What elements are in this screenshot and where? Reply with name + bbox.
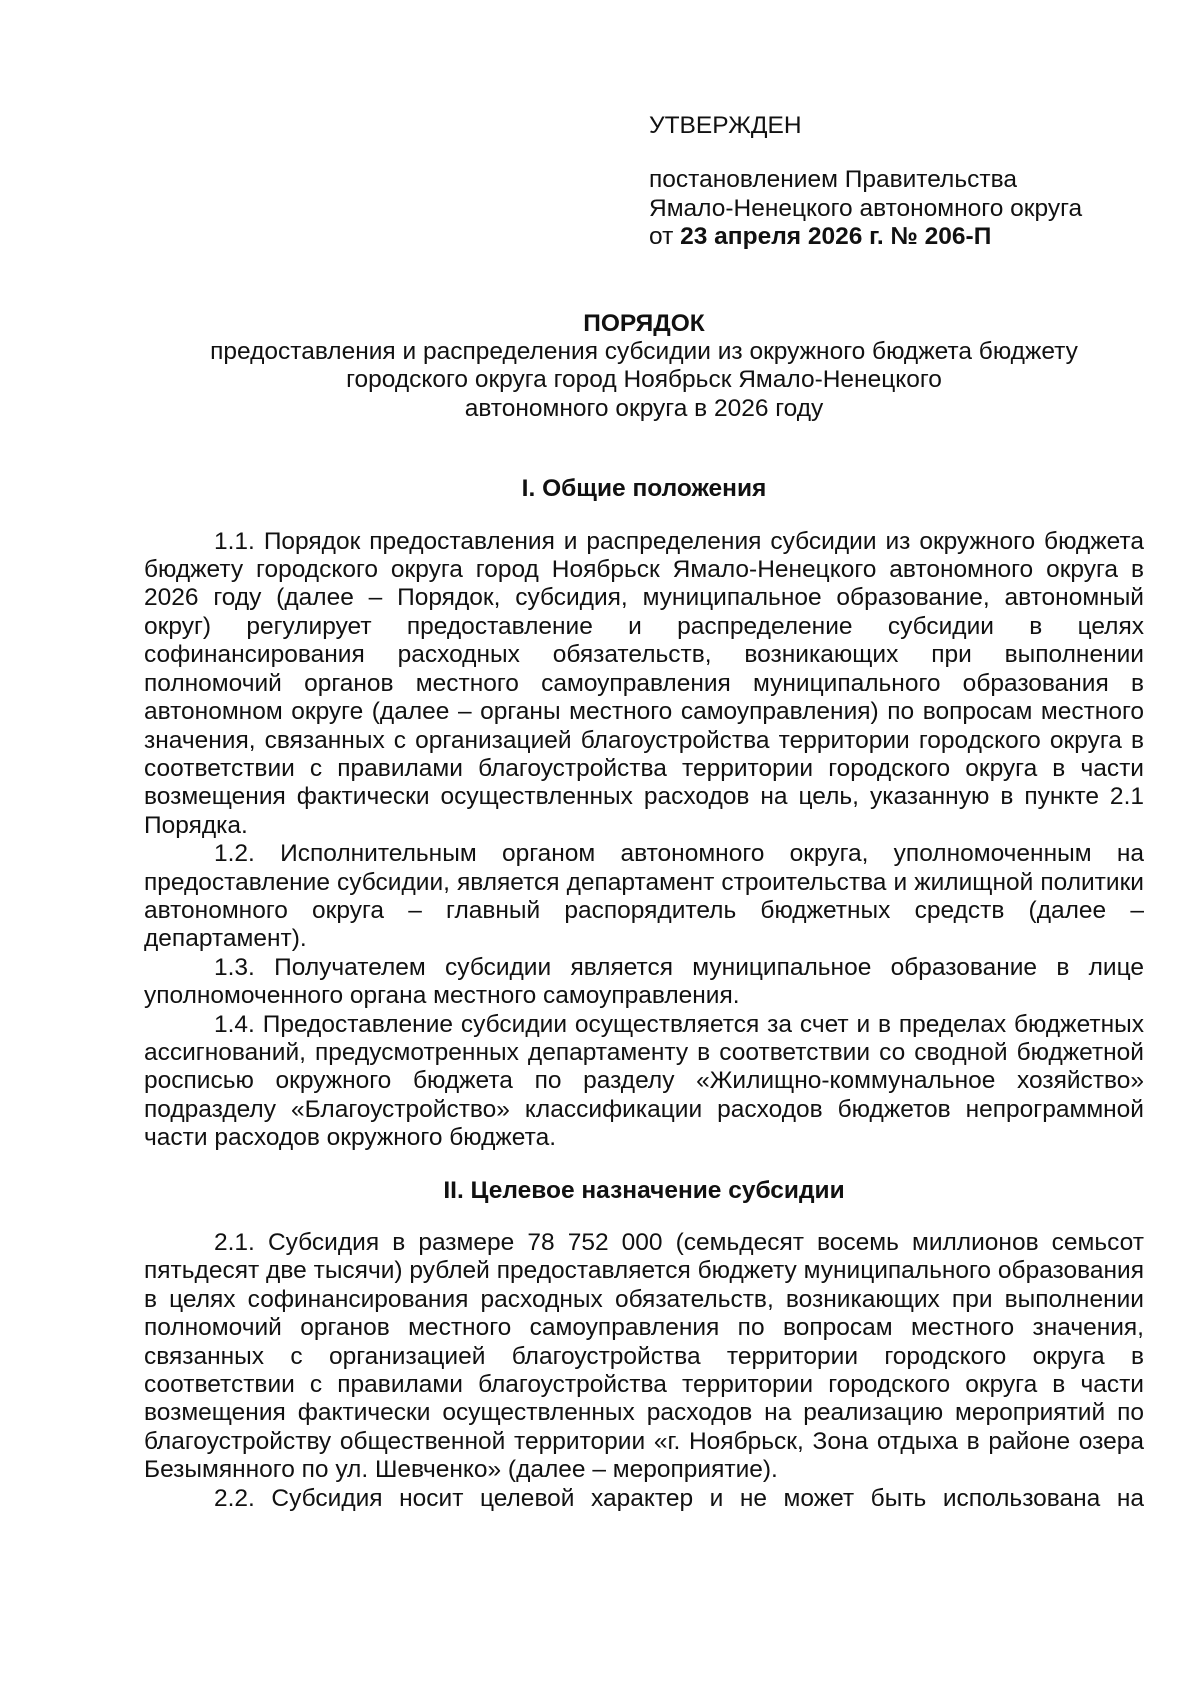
title-line-1: предоставления и распределения субсидии из окружного бюджета бюджету (210, 338, 1078, 366)
approval-line-2: Ямало-Ненецкого автономного округа (649, 194, 1083, 222)
title-main: ПОРЯДОК (583, 309, 705, 337)
paragraph-1-1: 1.1. Порядок предоставления и распределения субсидии из окружного бюджета бюджету городского округа город Ноябрьск Ямало-Ненецкого автономного округа в 2026 году (далее – Порядок, субсидия, муниципальное образование, автономный округ) регулирует предоставление и распределение субсидии в целях софинансирования расходных обязательств, возникающих при выполнении полномочий органов местного самоуправления муниципального образования в автономном округе (далее – органы местного самоуправления) по вопросам местного значения, связанных с организацией благоустройства территории городского округа в соответствии с правилами благоустройства территории городского округа в части возмещения фактически осуществленных расходов на цель, указанную в пункте 2.1 Порядка. (144, 527, 1144, 839)
paragraph-2-1: 2.1. Субсидия в размере 78 752 000 (семьдесят восемь миллионов семьсот пятьдесят две тысячи) рублей предоставляется бюджету муниципального образования в целях софинансирования расходных обязательств, возникающих при выполнении полномочий органов местного самоуправления по вопросам местного значения, связанных с организацией благоустройства территории городского округа в соответствии с правилами благоустройства территории городского округа в части возмещения фактически осуществленных расходов на реализацию мероприятий по благоустройству общественной территории «г. Ноябрьск, Зона отдыха в районе озера Безымянного по ул. Шевченко» (далее – мероприятие). (144, 1229, 1144, 1484)
title-line-2: городского округа город Ноябрьск Ямало-Ненецкого (346, 366, 942, 394)
approval-line-3 (649, 223, 1119, 251)
document-title (144, 310, 1144, 424)
approval-block (649, 112, 1119, 252)
title-line-3: автономного округа в 2026 году (464, 394, 824, 422)
section-2-heading: II. Целевое назначение субсидии (443, 1176, 845, 1204)
paragraph-1-2: 1.2. Исполнительным органом автономного округа, уполномоченным на предоставление субсидии, является департамент строительства и жилищной политики автономного округа – главный распорядитель бюджетных средств (далее – департамент). (144, 840, 1144, 953)
approval-line-1: постановлением Правительства (649, 166, 1017, 194)
paragraph-1-4: 1.4. Предоставление субсидии осуществляется за счет и в пределах бюджетных ассигнований, предусмотренных департаменту в соответствии со сводной бюджетной росписью окружного бюджета по разделу «Жилищно-коммунальное хозяйство» подразделу «Благоустройство» классификации расходов бюджетов непрограммной части расходов окружного бюджета. (144, 1010, 1144, 1152)
approval-date-number: 23 апреля 2026 г. № 206-П (680, 223, 992, 251)
paragraph-1-3: 1.3. Получателем субсидии является муниципальное образование в лице уполномоченного органа местного самоуправления. (144, 953, 1144, 1010)
paragraph-2-2: 2.2. Субсидия носит целевой характер и не может быть использована на (214, 1484, 1144, 1512)
approval-stamp: УТВЕРЖДЕН (649, 112, 802, 139)
approval-date-prefix: от (649, 223, 681, 251)
section-1-heading: I. Общие положения (521, 475, 767, 503)
